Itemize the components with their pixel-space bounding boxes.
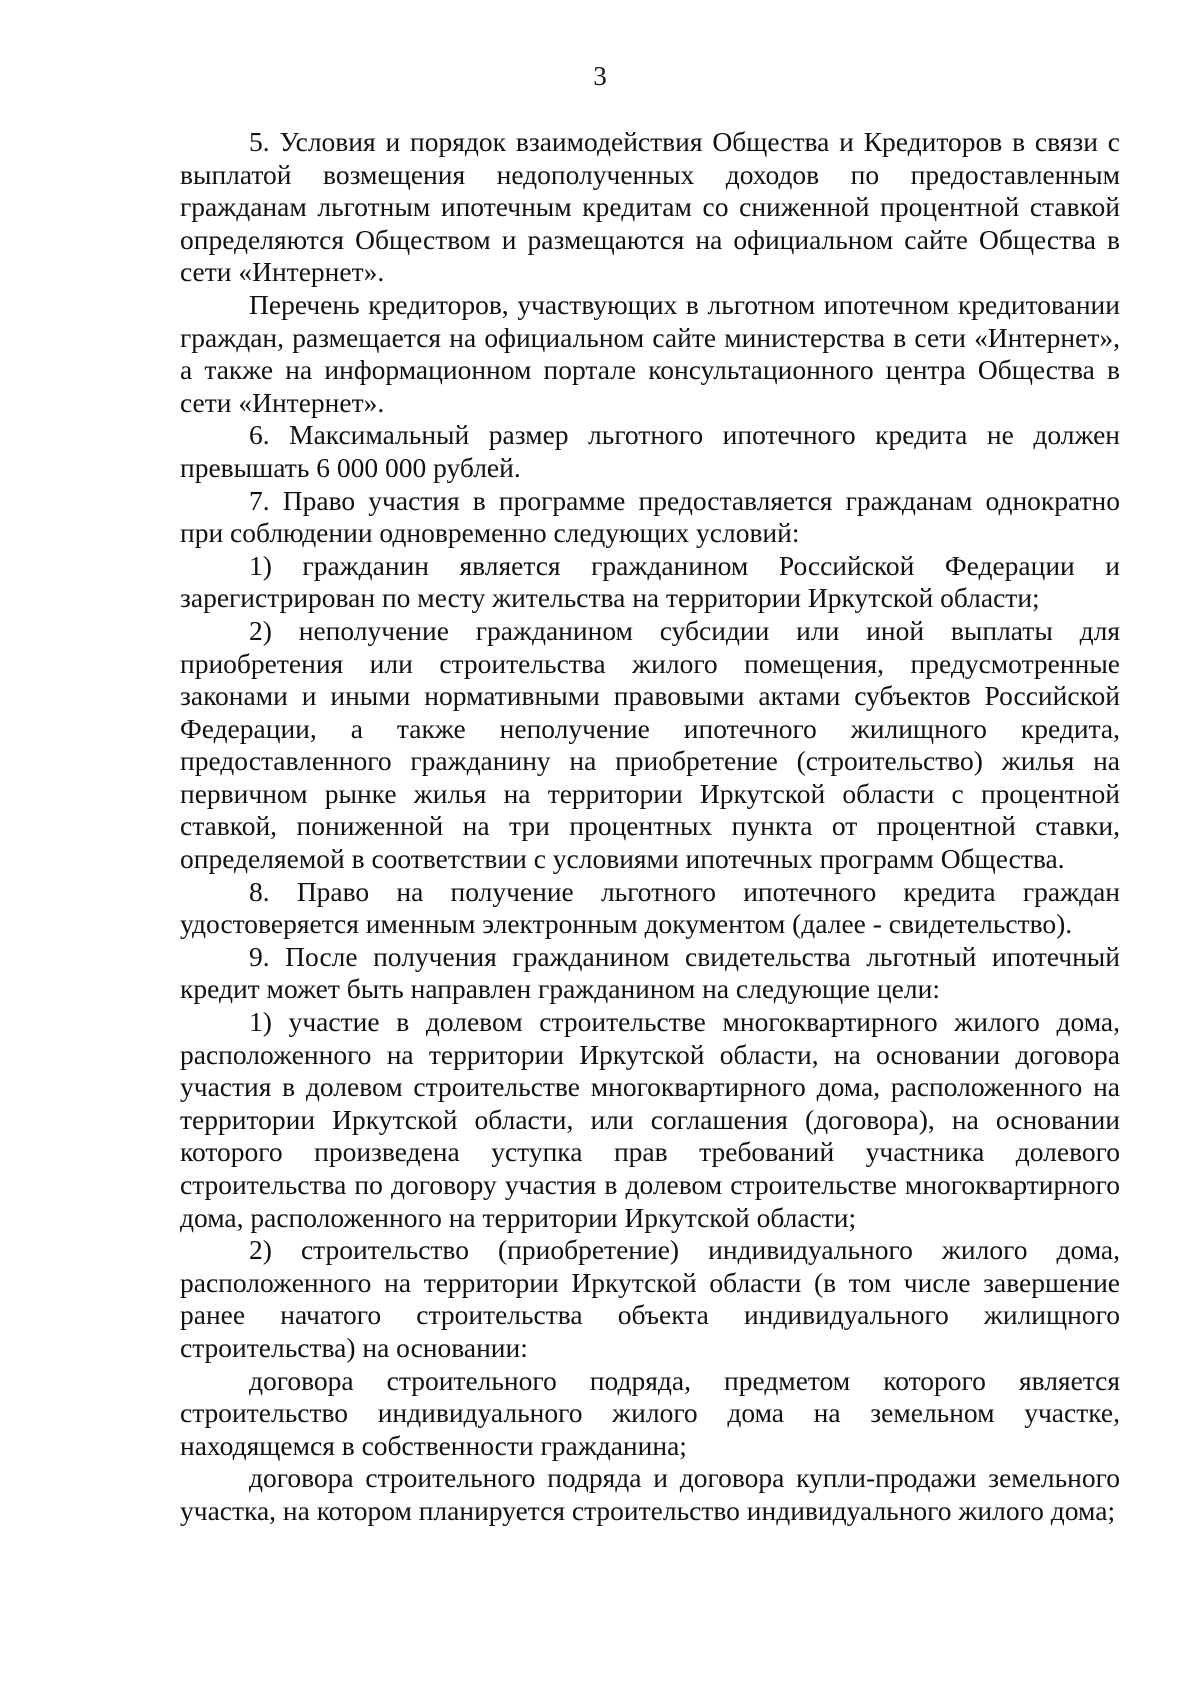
document-body bbox=[180, 126, 1120, 1528]
paragraph-5-conditions: 5. Условия и порядок взаимодействия Общества и Кредиторов в связи с выплатой возмещения недополученных доходов по предоставленным гражданам льготным ипотечным кредитам со сниженной процентной ставкой определяются Обществом и размещаются на официальном сайте Общества в сети «Интернет». bbox=[180, 126, 1120, 288]
paragraph-6-max-amount: 6. Максимальный размер льготного ипотечного кредита не должен превышать 6 000 000 рублей. bbox=[180, 419, 1120, 483]
paragraph-9-purpose-2: 2) строительство (приобретение) индивидуального жилого дома, расположенного на территории Иркутской области (в том числе завершение ранее начатого строительства объекта индивидуального жилищного строительства) на основании: bbox=[180, 1234, 1120, 1363]
paragraph-8-certificate: 8. Право на получение льготного ипотечного кредита граждан удостоверяется именным электронным документом (далее - свидетельство). bbox=[180, 875, 1120, 940]
paragraph-9-purposes: 9. После получения гражданином свидетельства льготный ипотечный кредит может быть направлен гражданином на следующие цели: bbox=[180, 940, 1120, 1005]
paragraph-7-condition-2: 2) неполучение гражданином субсидии или иной выплаты для приобретения или строительства жилого помещения, предусмотренные законами и иными нормативными правовыми актами субъектов Российской Федерации, а также неполучение ипотечного жилищного кредита, предоставленного гражданину на приобретение (строительство) жилья на первичном рынке жилья на территории Иркутской области с процентной ставкой, пониженной на три процентных пункта от процентной ставки, определяемой в соответствии с условиями ипотечных программ Общества. bbox=[180, 614, 1120, 875]
paragraph-7-condition-1: 1) гражданин является гражданином Российской Федерации и зарегистрирован по месту жительства на территории Иркутской области; bbox=[180, 549, 1120, 614]
paragraph-9-purpose-1: 1) участие в долевом строительстве многоквартирного жилого дома, расположенного на территории Иркутской области, на основании договора участия в долевом строительстве многоквартирного дома, расположенного на территории Иркутской области, или соглашения (договора), на основании которого произведена уступка прав требований участника долевого строительства по договору участия в долевом строительстве многоквартирного дома, расположенного на территории Иркутской области; bbox=[180, 1006, 1120, 1233]
paragraph-9-purpose-2-contract-b: договора строительного подряда и договора купли-продажи земельного участка, на котором планируется строительство индивидуального жилого дома; bbox=[180, 1462, 1120, 1526]
paragraph-7-participation-right: 7. Право участия в программе предоставляется гражданам однократно при соблюдении одновременно следующих условий: bbox=[180, 484, 1120, 549]
paragraph-9-purpose-2-contract-a: договора строительного подряда, предметом которого является строительство индивидуального жилого дома на земельном участке, находящемся в собственности гражданина; bbox=[180, 1364, 1120, 1461]
paragraph-creditors-list: Перечень кредиторов, участвующих в льготном ипотечном кредитовании граждан, размещается на официальном сайте министерства в сети «Интернет», а также на информационном портале консультационного центра Общества в сети «Интернет». bbox=[180, 288, 1120, 418]
page-number: 3 bbox=[593, 61, 607, 91]
